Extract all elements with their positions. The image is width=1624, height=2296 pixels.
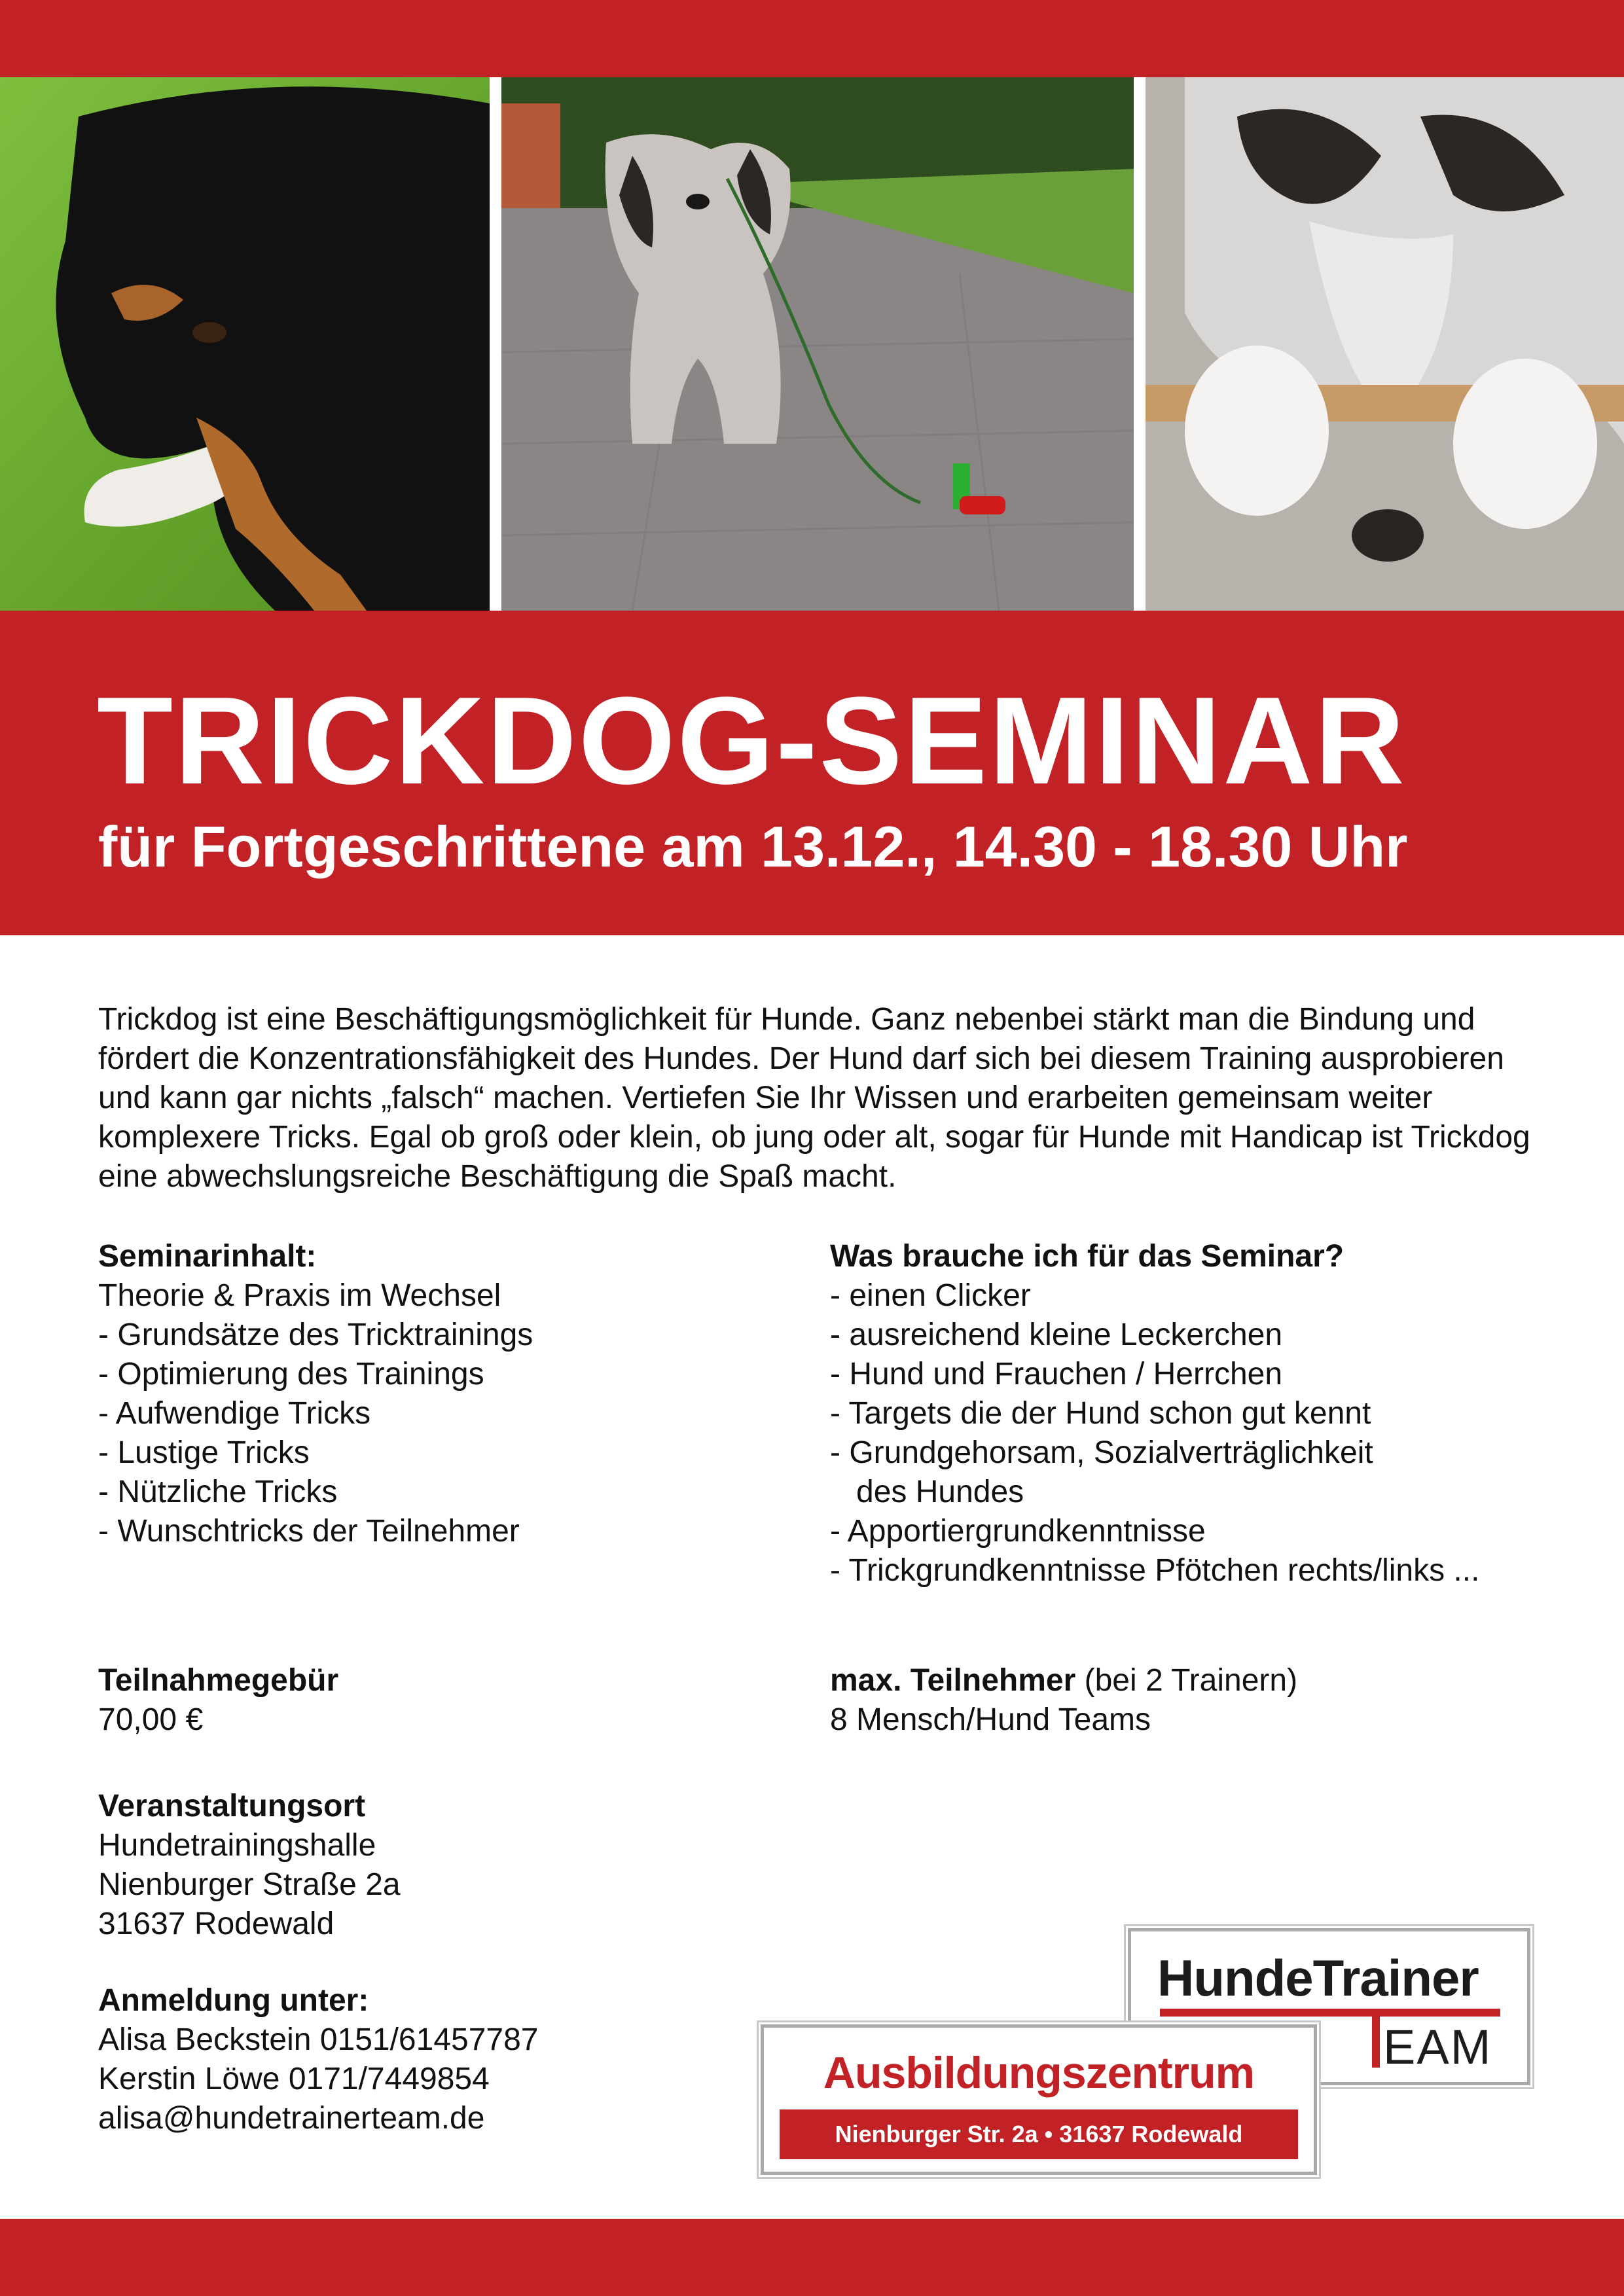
logo-ausbildung-title: Ausbildungszentrum: [823, 2048, 1255, 2098]
requirements-item: - ausreichend kleine Leckerchen: [830, 1318, 1283, 1352]
merle-dog-on-bar-photo: [1146, 77, 1624, 611]
venue-line: Nienburger Straße 2a: [98, 1867, 401, 1902]
seminar-content-item: - Nützliche Tricks: [98, 1475, 338, 1509]
requirements-item: - Trickgrundkenntnisse Pfötchen rechts/links ...: [830, 1553, 1480, 1588]
venue-section: [98, 1787, 401, 1944]
logo-red-line: [1160, 2009, 1500, 2017]
seminar-content-heading: Seminarinhalt:: [98, 1239, 317, 1274]
logo-trainer-wordmark: HundeTrainer: [1157, 1949, 1479, 2007]
registration-contact: Kerstin Löwe 0171/7449854: [98, 2062, 490, 2096]
max-participants-section: [830, 1661, 1297, 1740]
requirements-heading: Was brauche ich für das Seminar?: [830, 1239, 1344, 1274]
registration-contact: Alisa Beckstein 0151/61457787: [98, 2022, 539, 2057]
requirements-item: - Apportiergrundkenntnisse: [830, 1514, 1206, 1549]
requirements-section: [830, 1237, 1479, 1590]
max-participants-note: (bei 2 Trainern): [1075, 1663, 1298, 1698]
page-title: TRICKDOG-SEMINAR: [97, 672, 1407, 810]
max-participants-heading: max. Teilnehmer: [830, 1663, 1076, 1698]
seminar-content-item: - Grundsätze des Tricktrainings: [98, 1318, 533, 1352]
fee-heading: Teilnahmegebür: [98, 1663, 339, 1698]
registration-email: alisa@hundetrainerteam.de: [98, 2101, 485, 2136]
seminar-content-item: - Lustige Tricks: [98, 1435, 310, 1470]
venue-line: Hundetrainingshalle: [98, 1828, 376, 1863]
fee-section: [98, 1661, 338, 1740]
requirements-item: - Targets die der Hund schon gut kennt: [830, 1396, 1371, 1431]
requirements-item: - Grundgehorsam, Sozialverträglichkeit: [830, 1435, 1373, 1470]
seminar-content-item: - Optimierung des Trainings: [98, 1357, 484, 1391]
max-participants-line: [830, 1661, 1297, 1700]
ausbildungszentrum-logo: [761, 2024, 1317, 2175]
max-participants-value: 8 Mensch/Hund Teams: [830, 1702, 1151, 1737]
fee-value: 70,00 €: [98, 1702, 204, 1737]
venue-heading: Veranstaltungsort: [98, 1789, 366, 1823]
top-red-band: [0, 0, 1624, 77]
seminar-content-item: - Aufwendige Tricks: [98, 1396, 371, 1431]
bottom-red-band: [0, 2219, 1624, 2296]
seminar-content-item: Theorie & Praxis im Wechsel: [98, 1278, 501, 1313]
merle-dog-with-toy-photo: [501, 77, 1134, 611]
seminar-content-item: - Wunschtricks der Teilnehmer: [98, 1514, 520, 1549]
intro-paragraph: Trickdog ist eine Beschäftigungsmöglichkeit für Hunde. Ganz nebenbei stärkt man die Bindung und fördert die Konzentrationsfähigkeit des Hundes. Der Hund darf sich bei diesem Training ausprobieren und kann gar nichts „falsch“ machen. Vertiefen Sie Ihr Wissen und erarbeiten gemeinsam weiter komplexere Tricks. Egal ob groß oder klein, ob jung oder alt, sogar für Hunde mit Handicap ist Trickdog eine abwechslungsreiche Beschäftigung die Spaß macht.: [98, 1002, 1530, 1194]
requirements-item: - einen Clicker: [830, 1278, 1031, 1313]
requirements-item: - Hund und Frauchen / Herrchen: [830, 1357, 1283, 1391]
registration-heading: Anmeldung unter:: [98, 1983, 369, 2018]
logo-ausbildung-address: Nienburger Str. 2a • 31637 Rodewald: [780, 2109, 1298, 2159]
registration-section: [98, 1981, 539, 2138]
logo-red-t-stem: [1372, 2009, 1380, 2068]
page-subtitle: für Fortgeschrittene am 13.12., 14.30 - 18.30 Uhr: [98, 814, 1408, 879]
photo-strip: [0, 77, 1624, 611]
black-tricolor-dog-photo: [0, 77, 490, 611]
requirements-item: des Hundes: [830, 1475, 1024, 1509]
venue-line: 31637 Rodewald: [98, 1907, 334, 1941]
logo-team-wordmark: EAM: [1383, 2020, 1492, 2074]
seminar-content-section: [98, 1237, 533, 1551]
